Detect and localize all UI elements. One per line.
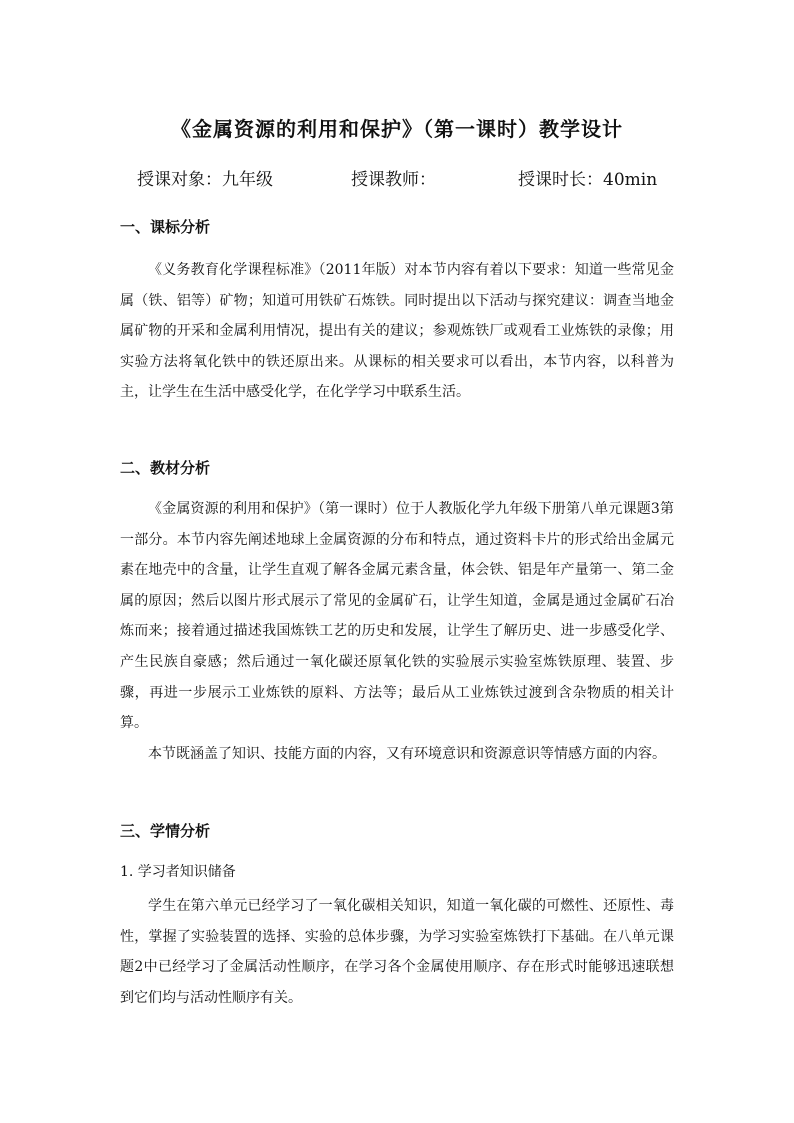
paragraph-textbook-1: 《金属资源的利用和保护》（第一课时）位于人教版化学九年级下册第八单元课题3第一部分。本节内容先阐述地球上金属资源的分布和特点，通过资料卡片的形式给出金属元素在地壳中的含量，让学生直观了解各金属元素含量，体会铁、铝是年产量第一、第二金属的原因；然后以图片形式展示了常见的金属矿石，让学生知道，金属是通过金属矿石冶炼而来；接着通过描述我国炼铁工艺的历史和发展，让学生了解历史、进一步感受化学、产生民族自豪感；然后通过一氧化碳还原氧化铁的实验展示实验室炼铁原理、装置、步骤，再进一步展示工业炼铁的原料、方法等；最后从工业炼铁过渡到含杂物质的相关计算。 — [120, 501, 674, 732]
paragraph-standards: 《义务教育化学课程标准》（2011年版）对本节内容有着以下要求：知道一些常见金属（铁、铝等）矿物；知道可用铁矿石炼铁。同时提出以下活动与探究建议：调查当地金属矿物的开采和金属利用情况，提出有关的建议；参观炼铁厂或观看工业炼铁的录像；用实验方法将氧化铁中的铁还原出来。从课标的相关要求可以看出，本节内容，以科普为主，让学生在生活中感受化学，在化学学习中联系生活。 — [120, 262, 674, 401]
document-title: 《金属资源的利用和保护》（第一课时）教学设计 — [171, 117, 623, 141]
section-heading-learners: 三、学情分析 — [120, 822, 211, 840]
subheading-prior-knowledge: 1. 学习者知识储备 — [120, 864, 236, 880]
paragraph-learners: 学生在第六单元已经学习了一氧化碳相关知识，知道一氧化碳的可燃性、还原性、毒性，掌握了实验装置的选择、实验的总体步骤，为学习实验室炼铁打下基础。在八单元课题2中已经学习了金属活动性顺序，在学习各个金属使用顺序、存在形式时能够迅速联想到它们均与活动性顺序有关。 — [120, 898, 674, 1006]
section-heading-textbook: 二、教材分析 — [120, 459, 211, 477]
meta-target: 授课对象：九年级 — [137, 170, 273, 190]
meta-duration: 授课时长：40min — [518, 170, 658, 190]
meta-teacher: 授课教师： — [351, 170, 436, 190]
paragraph-textbook-2: 本节既涵盖了知识、技能方面的内容，又有环境意识和资源意识等情感方面的内容。 — [148, 746, 666, 762]
section-heading-standards: 一、课标分析 — [120, 218, 211, 236]
